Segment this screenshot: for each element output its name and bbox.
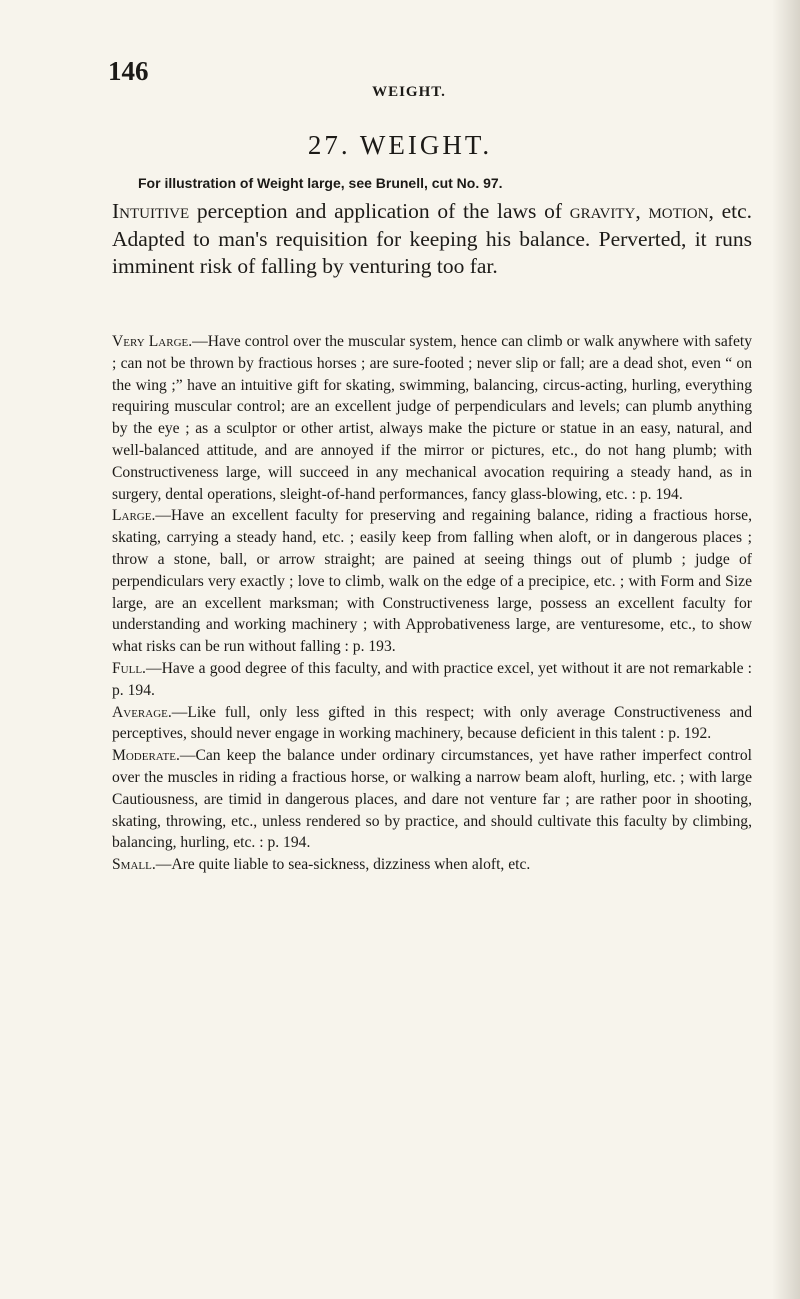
intro-text-1: perception and application of the laws of xyxy=(189,199,570,223)
running-head: WEIGHT. xyxy=(372,84,446,100)
entry-text: —Like full, only less gifted in this respect; with only average Constructiveness and perceptives, should never engage in working machinery, because deficient in this talent : p. 192. xyxy=(112,703,752,743)
entry-small xyxy=(112,854,752,876)
entry-very-large xyxy=(112,331,752,505)
degree-entries xyxy=(112,331,752,876)
entry-term: Moderate. xyxy=(112,747,180,765)
entry-moderate xyxy=(112,745,752,854)
intro-small-caps: gravity, motion, xyxy=(569,199,714,223)
entry-text: —Have control over the muscular system, hence can climb or walk anywhere with safety ; can not be thrown by fractious horses ; are sure-footed ; never slip or fall; are a dead shot, even “ on the wing ;” have an intuitive gift for skating, swimming, balancing, circus-acting, hurling, everything requiring muscular control; are an excellent judge of perpendiculars and levels; can plumb anything by the eye ; as a sculptor or other artist, always make the picture or statue in an easy, natural, and well-balanced attitude, and are annoyed if the mirror or pictures, etc., do not hang plumb; with Constructiveness large, will succeed in any mechanical avocation requiring a steady hand, as in surgery, dental operations, sleight-of-hand performances, fancy glass-blowing, etc. : p. 194. xyxy=(112,333,752,503)
entry-text: —Have an excellent faculty for preserving and regaining balance, riding a fractious horse, skating, carrying a steady hand, etc. ; easily keep from falling when aloft, or in dangerous places ; throw a stone, ball, or arrow straight; are pained at seeing things out of plumb ; judge of perpendiculars very exactly ; love to climb, walk on the edge of a precipice, etc. ; with Form and Size large, are an excellent marksman; with Constructiveness large, possess an excellent faculty for understanding and working machinery ; with Approbativeness large, are venturesome, etc., to show what risks can be run without falling : p. 193. xyxy=(112,507,752,656)
intro-paragraph xyxy=(112,198,752,281)
entry-text: —Have a good degree of this faculty, and with practice excel, yet without it are not remarkable : p. 194. xyxy=(112,659,752,699)
entry-full xyxy=(112,658,752,702)
section-title: 27. WEIGHT. xyxy=(307,130,493,160)
entry-term: Very Large. xyxy=(112,333,193,350)
page-edge-shadow xyxy=(772,0,800,1299)
entry-term: Average. xyxy=(112,703,172,721)
entry-large xyxy=(112,505,752,658)
page-number: 146 xyxy=(108,56,149,86)
illustration-note: For illustration of Weight large, see Brunell, cut No. 97. xyxy=(138,175,503,191)
entry-text: —Can keep the balance under ordinary circumstances, yet have rather imperfect control over the muscles in riding a fractious horse, or walking a narrow beam aloft, hurling, etc. ; with large Cautiousness, are timid in dangerous places, and dare not venture far ; are rather poor in shooting, skating, throwing, etc., unless rendered so by practice, and should cultivate this faculty by climbing, balancing, hurling, etc. : p. 194. xyxy=(112,747,752,852)
entry-term: Large. xyxy=(112,507,156,525)
entry-text: —Are quite liable to sea-sickness, dizziness when aloft, etc. xyxy=(155,856,531,874)
intro-lead-word: Intuitive xyxy=(112,199,190,223)
entry-average xyxy=(112,702,752,746)
intro-text-2: etc. Adapted to man's requisition for keeping his balance. Perverted, it runs imminent risk of falling by venturing too far. xyxy=(112,199,753,278)
entry-term: Small. xyxy=(112,856,156,874)
entry-term: Full. xyxy=(112,659,146,677)
